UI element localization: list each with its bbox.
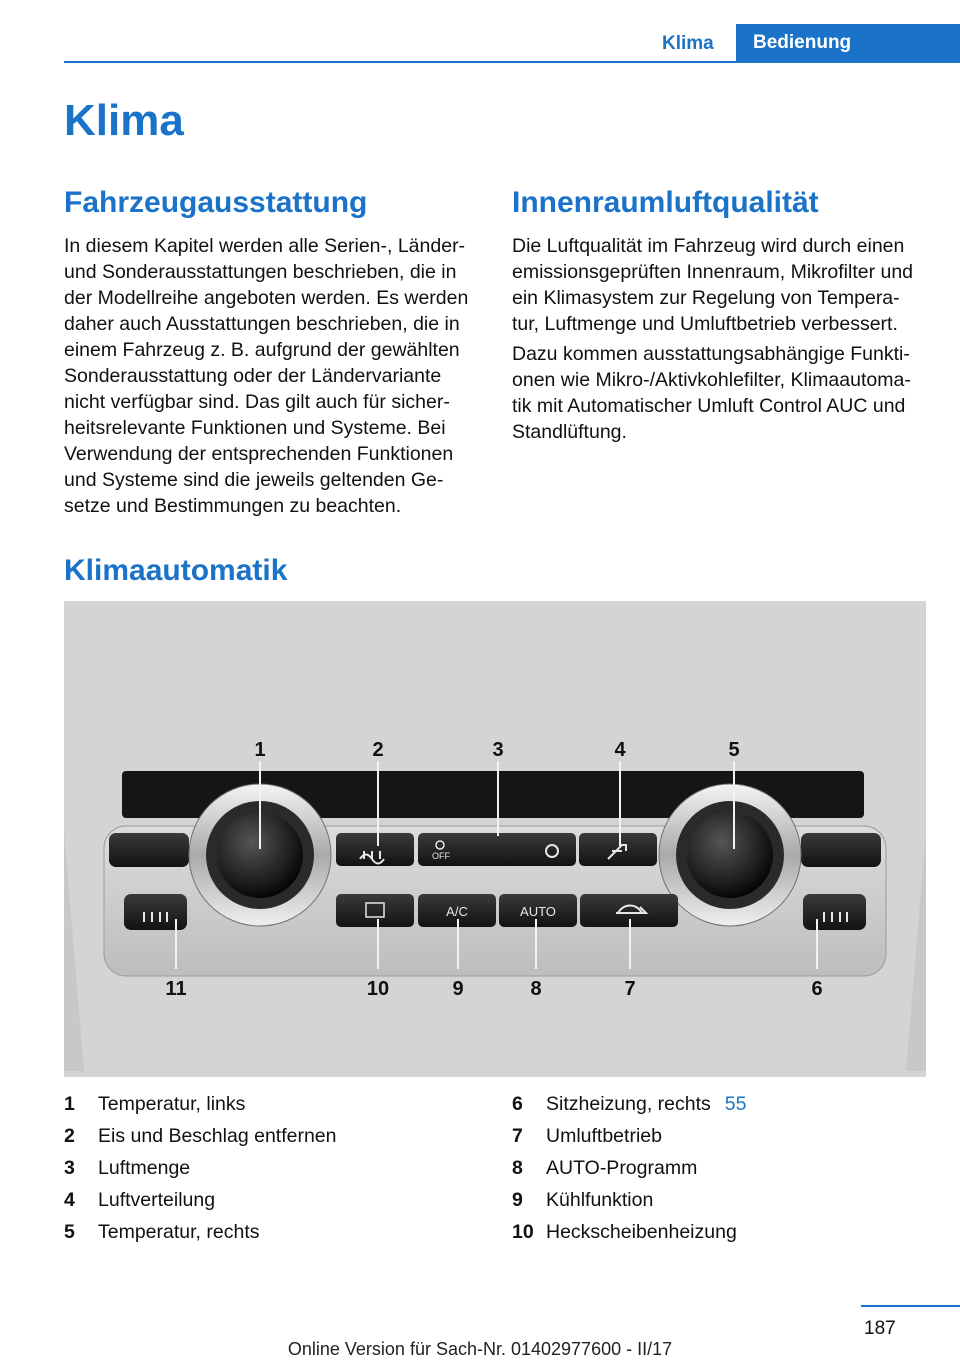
legend-number: 5 <box>64 1220 75 1243</box>
breadcrumb-chapter-label: Bedienung <box>753 31 852 53</box>
legend-item <box>64 1120 484 1152</box>
left-upper-button[interactable] <box>109 833 189 867</box>
legend-number: 6 <box>512 1092 523 1115</box>
legend-item <box>512 1088 932 1120</box>
text-line: tik mit Automatischer Umluft Control AUC und <box>512 395 906 417</box>
legend-item <box>512 1120 932 1152</box>
text-line: einem Fahrzeug z. B. aufgrund der gewählten <box>64 339 460 361</box>
text-line: In diesem Kapitel werden alle Serien-, Länder- <box>64 235 466 257</box>
breadcrumb-chapter-tab[interactable] <box>736 24 960 61</box>
legend-text: Sitzheizung, rechts <box>546 1092 711 1115</box>
legend-text: Temperatur, links <box>98 1092 246 1115</box>
callout-label-5: 5 <box>728 739 740 761</box>
legend-text: Eis und Beschlag entfernen <box>98 1124 337 1147</box>
heading-innenraumluftqualitaet: Innenraumluftqualität <box>512 186 819 219</box>
callout-label-4: 4 <box>614 739 626 761</box>
text-line: Sonderausstattung oder der Ländervariante <box>64 365 442 387</box>
legend-item <box>64 1088 484 1120</box>
legend-item <box>512 1216 932 1248</box>
callout-label-3: 3 <box>492 739 504 761</box>
text-line: ein Klimasystem zur Regelung von Tempera- <box>512 287 900 309</box>
text-line: emissionsgeprüften Innenraum, Mikrofilter und <box>512 261 914 283</box>
text-line: der Modellreihe angeboten werden. Es werden <box>64 287 469 309</box>
legend-text: Heckscheibenheizung <box>546 1220 737 1243</box>
callout-label-8: 8 <box>530 978 542 1000</box>
page-title: Klima <box>64 96 184 145</box>
callout-label-1: 1 <box>254 739 266 761</box>
legend-item <box>512 1152 932 1184</box>
paragraph-luftqualitaet-1 <box>512 233 932 337</box>
legend-text: Luftverteilung <box>98 1188 216 1211</box>
text-line: und Systeme sind die jeweils geltenden Ge- <box>64 469 444 491</box>
legend-number: 10 <box>512 1220 534 1243</box>
legend-item <box>64 1184 484 1216</box>
legend-number: 4 <box>64 1188 75 1211</box>
text-line: setze und Bestimmungen zu beachten. <box>64 495 402 517</box>
text-line: heitsrelevante Funktionen und Systeme. Bei <box>64 417 446 439</box>
seat-heating-right-button[interactable] <box>803 894 866 930</box>
text-line: nicht verfügbar sind. Das gilt auch für sicher- <box>64 391 450 413</box>
heading-fahrzeugausstattung: Fahrzeugausstattung <box>64 186 368 219</box>
climate-panel-illustration <box>64 601 926 1077</box>
callout-label-11: 11 <box>165 978 187 1000</box>
temperature-right-knob[interactable] <box>687 812 773 898</box>
text-line: onen wie Mikro-/Aktivkohlefilter, Klimaautoma- <box>512 369 911 391</box>
air-volume-button[interactable] <box>418 833 576 866</box>
legend-right <box>512 1088 932 1248</box>
header-rule <box>64 61 960 63</box>
legend-number: 9 <box>512 1188 523 1211</box>
legend-number: 7 <box>512 1124 523 1147</box>
callout-label-2: 2 <box>372 739 384 761</box>
breadcrumb-section[interactable]: Klima <box>662 33 714 54</box>
page-reference-link[interactable]: 55 <box>724 1092 747 1115</box>
footer-text: Online Version für Sach-Nr. 01402977600 - II/17 <box>287 1339 673 1359</box>
text-line: tur, Luftmenge und Umluftbetrieb verbessert. <box>512 313 898 335</box>
defrost-button[interactable] <box>336 833 414 866</box>
heading-klimaautomatik: Klimaautomatik <box>64 554 288 587</box>
callout-label-9: 9 <box>452 978 464 1000</box>
right-upper-button[interactable] <box>801 833 881 867</box>
text-line: Die Luftqualität im Fahrzeug wird durch einen <box>512 235 905 257</box>
callout-label-10: 10 <box>366 978 390 1000</box>
legend-number: 1 <box>64 1092 75 1115</box>
text-line: Verwendung der entsprechenden Funktionen <box>64 443 454 465</box>
seat-heating-left-button[interactable] <box>124 894 187 930</box>
legend-item <box>512 1184 932 1216</box>
legend-number: 8 <box>512 1156 523 1179</box>
auto-button-label: AUTO <box>520 904 556 919</box>
rear-window-heating-button[interactable] <box>336 894 414 927</box>
text-line: Standlüftung. <box>512 421 627 443</box>
callout-label-6: 6 <box>811 978 823 1000</box>
paragraph-luftqualitaet-2 <box>512 341 932 445</box>
legend-item <box>64 1152 484 1184</box>
legend-text: AUTO-Programm <box>546 1156 698 1179</box>
paragraph-fahrzeugausstattung <box>64 233 484 519</box>
text-line: und Sonderausstattungen beschrieben, die in <box>64 261 457 283</box>
page-number: 187 <box>864 1318 896 1339</box>
legend-text: Temperatur, rechts <box>98 1220 260 1243</box>
legend-number: 3 <box>64 1156 75 1179</box>
legend-text: Umluftbetrieb <box>546 1124 662 1147</box>
legend-text: Kühlfunktion <box>546 1188 654 1211</box>
callout-label-7: 7 <box>624 978 636 1000</box>
legend-text: Luftmenge <box>98 1156 191 1179</box>
legend-left <box>64 1088 484 1248</box>
text-line: Dazu kommen ausstattungsabhängige Funkti- <box>512 343 910 365</box>
climate-control-figure <box>64 601 926 1077</box>
text-line: daher auch Ausstattungen beschrieben, die in <box>64 313 460 335</box>
footer-rule <box>861 1305 960 1307</box>
air-off-label: OFF <box>432 851 450 861</box>
legend-number: 2 <box>64 1124 75 1147</box>
ac-button-label: A/C <box>446 904 468 919</box>
legend-item <box>64 1216 484 1248</box>
